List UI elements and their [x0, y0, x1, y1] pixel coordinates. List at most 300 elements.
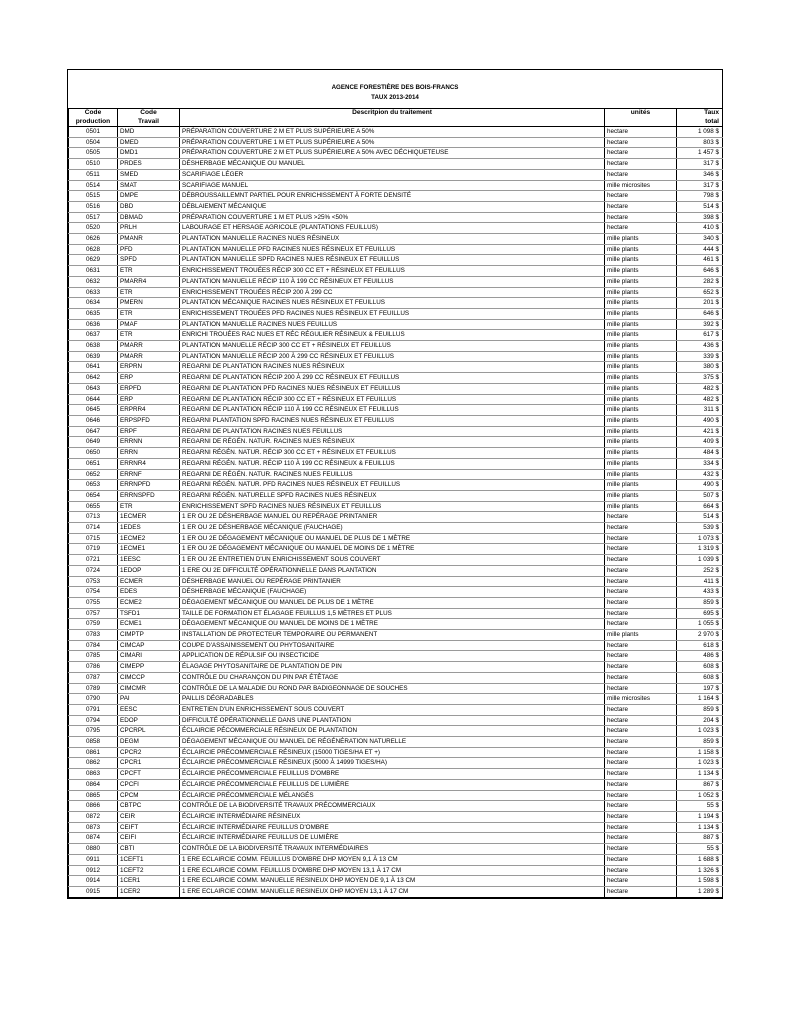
rate-cell: 380 $	[677, 362, 723, 373]
code-production-cell: 0866	[69, 801, 118, 812]
units-cell: mille plants	[605, 480, 677, 491]
units-cell: hectare	[605, 812, 677, 823]
description-cell: REGARNI RÉGÉN. NATUR. RÉCIP 300 CC ET + RÉSINEUX ET FEUILLUS	[180, 448, 605, 459]
header-code-production	[69, 109, 118, 127]
rate-cell: 1 158 $	[677, 747, 723, 758]
rate-cell: 282 $	[677, 276, 723, 287]
table-row	[69, 876, 723, 887]
table-row	[69, 127, 723, 138]
code-travail-cell: ERPRN	[118, 362, 180, 373]
units-cell: mille plants	[605, 341, 677, 352]
rate-cell: 1 039 $	[677, 555, 723, 566]
table-body	[69, 127, 723, 898]
code-production-cell: 0755	[69, 597, 118, 608]
rate-cell: 1 457 $	[677, 148, 723, 159]
code-travail-cell: PMERN	[118, 298, 180, 309]
table-row	[69, 383, 723, 394]
code-travail-cell: CPCR2	[118, 747, 180, 758]
rate-cell: 1 164 $	[677, 694, 723, 705]
rate-cell: 514 $	[677, 512, 723, 523]
code-travail-cell: 1CER1	[118, 876, 180, 887]
rate-cell: 1 023 $	[677, 726, 723, 737]
table-row	[69, 169, 723, 180]
rate-cell: 652 $	[677, 287, 723, 298]
rate-cell: 311 $	[677, 405, 723, 416]
code-production-cell: 0636	[69, 319, 118, 330]
code-production-cell: 0858	[69, 737, 118, 748]
units-cell: hectare	[605, 159, 677, 170]
description-cell: REGARNI DE PLANTATION RACINES NUES RÉSINEUX	[180, 362, 605, 373]
code-travail-cell: DMD1	[118, 148, 180, 159]
code-production-cell: 0914	[69, 876, 118, 887]
description-cell: 1 ERE ECLAIRCIE COMM. MANUELLE RESINEUX DHP MOYEN DE 9,1 À 13 CM	[180, 876, 605, 887]
description-cell: REGARNI DE RÉGÉN. NATUR. RACINES NUES FEUILLUS	[180, 469, 605, 480]
description-cell: INSTALLATION DE PROTECTEUR TEMPORAIRE OU PERMANENT	[180, 630, 605, 641]
code-travail-cell: ETR	[118, 501, 180, 512]
table-row	[69, 159, 723, 170]
units-cell: hectare	[605, 726, 677, 737]
rate-cell: 539 $	[677, 523, 723, 534]
code-production-cell: 0635	[69, 308, 118, 319]
code-travail-cell: DMD	[118, 127, 180, 138]
code-production-cell: 0713	[69, 512, 118, 523]
description-cell: DÉSHERBAGE MÉCANIQUE OU MANUEL	[180, 159, 605, 170]
code-production-cell: 0721	[69, 555, 118, 566]
code-production-cell: 0637	[69, 330, 118, 341]
rate-cell: 346 $	[677, 169, 723, 180]
rate-cell: 859 $	[677, 737, 723, 748]
rate-cell: 867 $	[677, 779, 723, 790]
code-travail-cell: ECMER	[118, 576, 180, 587]
code-production-cell: 0714	[69, 523, 118, 534]
code-travail-cell: PMAF	[118, 319, 180, 330]
code-travail-cell: 1CEFT1	[118, 854, 180, 865]
rate-cell: 197 $	[677, 683, 723, 694]
description-cell: PLANTATION MÉCANIQUE RACINES NUES RÉSINEUX ET FEUILLUS	[180, 298, 605, 309]
description-cell: ENRICHISSEMENT TROUÉES RÉCIP 300 CC ET + RÉSINEUX ET FEUILLUS	[180, 266, 605, 277]
description-cell: SCARIFIAGE MANUEL	[180, 180, 605, 191]
code-travail-cell: CEIFI	[118, 833, 180, 844]
rate-cell: 444 $	[677, 244, 723, 255]
code-production-cell: 0759	[69, 619, 118, 630]
description-cell: REGARNI DE PLANTATION RÉCIP 300 CC ET + RÉSINEUX ET FEUILLUS	[180, 394, 605, 405]
units-cell: mille plants	[605, 287, 677, 298]
rate-cell: 55 $	[677, 801, 723, 812]
rate-cell: 695 $	[677, 608, 723, 619]
code-production-cell: 0652	[69, 469, 118, 480]
code-production-cell: 0516	[69, 201, 118, 212]
table-row	[69, 790, 723, 801]
units-cell: hectare	[605, 865, 677, 876]
table-row	[69, 255, 723, 266]
code-travail-cell: ETR	[118, 266, 180, 277]
description-cell: ENRICHISSEMENT TROUÉES RÉCIP 200 À 299 CC	[180, 287, 605, 298]
rate-cell: 410 $	[677, 223, 723, 234]
code-production-cell: 0715	[69, 533, 118, 544]
description-cell: ÉLAGAGE PHYTOSANITAIRE DE PLANTATION DE PIN	[180, 662, 605, 673]
code-production-cell: 0510	[69, 159, 118, 170]
rate-cell: 1 688 $	[677, 854, 723, 865]
description-cell: APPLICATION DE RÉPULSIF OU INSECTICIDE	[180, 651, 605, 662]
description-cell: PLANTATION MANUELLE RÉCIP 300 CC ET + RÉSINEUX ET FEUILLUS	[180, 341, 605, 352]
description-cell: CONTRÔLE DE LA BIODIVERSITÉ TRAVAUX INTERMÉDIAIRES	[180, 844, 605, 855]
header-description	[180, 109, 605, 127]
units-cell: hectare	[605, 715, 677, 726]
description-cell: ÉCLAIRCIE INTERMÉDIAIRE FEUILLUS DE LUMIÈRE	[180, 833, 605, 844]
code-production-cell: 0626	[69, 234, 118, 245]
table-row	[69, 298, 723, 309]
description-cell: 1 ER OU 2E DÉGAGEMENT MÉCANIQUE OU MANUEL DE PLUS DE 1 MÈTRE	[180, 533, 605, 544]
code-travail-cell: ERRNR4	[118, 458, 180, 469]
description-cell: 1 ER OU 2E ENTRETIEN D'UN ENRICHISSEMENT SOUS COUVERT	[180, 555, 605, 566]
rate-cell: 646 $	[677, 308, 723, 319]
description-cell: REGARNI PLANTATION SPFD RACINES NUES RÉSINEUX ET FEUILLUS	[180, 415, 605, 426]
description-cell: LABOURAGE ET HERSAGE AGRICOLE (PLANTATIONS FEUILLUS)	[180, 223, 605, 234]
table-row	[69, 886, 723, 897]
header-code-travail-line2: Travail	[138, 117, 159, 125]
code-travail-cell: SPFD	[118, 255, 180, 266]
code-travail-cell: EESC	[118, 704, 180, 715]
rate-cell: 432 $	[677, 469, 723, 480]
code-production-cell: 0794	[69, 715, 118, 726]
table-row	[69, 555, 723, 566]
table-row	[69, 844, 723, 855]
units-cell: hectare	[605, 127, 677, 138]
description-cell: PRÉPARATION COUVERTURE 2 M ET PLUS SUPÉRIEURE A 50%	[180, 127, 605, 138]
code-travail-cell: ETR	[118, 330, 180, 341]
table-row	[69, 212, 723, 223]
rate-sheet	[67, 69, 723, 899]
description-cell: REGARNI DE PLANTATION PFD RACINES NUES RÉSINEUX ET FEUILLUS	[180, 383, 605, 394]
description-cell: REGARNI DE PLANTATION RÉCIP 200 À 299 CC RÉSINEUX ET FEUILLUS	[180, 373, 605, 384]
units-cell: hectare	[605, 790, 677, 801]
description-cell: ÉCLAIRCIE PRÉCOMMERCIALE FEUILLUS D'OMBRE	[180, 769, 605, 780]
code-travail-cell: CIMCCP	[118, 672, 180, 683]
rate-cell: 798 $	[677, 191, 723, 202]
rate-cell: 1 098 $	[677, 127, 723, 138]
code-production-cell: 0515	[69, 191, 118, 202]
rate-cell: 482 $	[677, 394, 723, 405]
table-row	[69, 362, 723, 373]
units-cell: hectare	[605, 169, 677, 180]
description-cell: COUPE D'ASSAINISSEMENT OU PHYTOSANITAIRE	[180, 640, 605, 651]
table-row	[69, 437, 723, 448]
rate-cell: 1 073 $	[677, 533, 723, 544]
rate-cell: 55 $	[677, 844, 723, 855]
units-cell: hectare	[605, 223, 677, 234]
code-production-cell: 0638	[69, 341, 118, 352]
code-travail-cell: ERRN	[118, 448, 180, 459]
units-cell: mille plants	[605, 351, 677, 362]
units-cell: hectare	[605, 565, 677, 576]
units-cell: mille plants	[605, 319, 677, 330]
description-cell: DIFFICULTÉ OPÉRATIONNELLE DANS UNE PLANTATION	[180, 715, 605, 726]
table-row	[69, 565, 723, 576]
code-travail-cell: PMARR4	[118, 276, 180, 287]
description-cell: DÉBLAIEMENT MÉCANIQUE	[180, 201, 605, 212]
code-production-cell: 0784	[69, 640, 118, 651]
rate-period: TAUX 2013-2014	[371, 94, 419, 101]
header-rate-line1: Taux	[704, 109, 719, 116]
header-units-label: unités	[630, 109, 651, 116]
code-travail-cell: DMED	[118, 137, 180, 148]
table-row	[69, 801, 723, 812]
code-production-cell: 0791	[69, 704, 118, 715]
description-cell: DÉSHERBAGE MÉCANIQUE (FAUCHAGE)	[180, 587, 605, 598]
rate-cell: 436 $	[677, 341, 723, 352]
rate-cell: 334 $	[677, 458, 723, 469]
units-cell: hectare	[605, 886, 677, 897]
units-cell: mille plants	[605, 234, 677, 245]
table-row	[69, 822, 723, 833]
table-row	[69, 223, 723, 234]
table-row	[69, 672, 723, 683]
code-production-cell: 0634	[69, 298, 118, 309]
rate-cell: 859 $	[677, 704, 723, 715]
units-cell: mille plants	[605, 383, 677, 394]
table-row	[69, 373, 723, 384]
units-cell: mille plants	[605, 266, 677, 277]
units-cell: hectare	[605, 212, 677, 223]
header-rate	[677, 109, 723, 127]
description-cell: CONTRÔLE DU CHARANÇON DU PIN PAR ÉTÊTAGE	[180, 672, 605, 683]
code-travail-cell: CEIR	[118, 812, 180, 823]
code-production-cell: 0872	[69, 812, 118, 823]
code-production-cell: 0915	[69, 886, 118, 897]
table-row	[69, 180, 723, 191]
description-cell: 1 ER OU 2E DÉSHERBAGE MANUEL OU REPÉRAGE PRINTANIER	[180, 512, 605, 523]
table-row	[69, 779, 723, 790]
code-production-cell: 0651	[69, 458, 118, 469]
code-production-cell: 0789	[69, 683, 118, 694]
rate-cell: 514 $	[677, 201, 723, 212]
table-row	[69, 458, 723, 469]
table-row	[69, 137, 723, 148]
table-row	[69, 587, 723, 598]
units-cell: mille plants	[605, 469, 677, 480]
units-cell: mille plants	[605, 362, 677, 373]
code-production-cell: 0520	[69, 223, 118, 234]
description-cell: PAILLIS DÉGRADABLES	[180, 694, 605, 705]
units-cell: mille plants	[605, 630, 677, 641]
table-row	[69, 415, 723, 426]
code-production-cell: 0645	[69, 405, 118, 416]
code-production-cell: 0719	[69, 544, 118, 555]
table-row	[69, 319, 723, 330]
code-production-cell: 0790	[69, 694, 118, 705]
table-row	[69, 426, 723, 437]
code-travail-cell: CIMCAP	[118, 640, 180, 651]
code-production-cell: 0504	[69, 137, 118, 148]
code-production-cell: 0787	[69, 672, 118, 683]
code-travail-cell: ERRNPFD	[118, 480, 180, 491]
units-cell: hectare	[605, 640, 677, 651]
rate-cell: 409 $	[677, 437, 723, 448]
code-travail-cell: CEIFT	[118, 822, 180, 833]
table-row	[69, 630, 723, 641]
code-production-cell: 0863	[69, 769, 118, 780]
description-cell: 1 ER OU 2E DÉSHERBAGE MÉCANIQUE (FAUCHAGE)	[180, 523, 605, 534]
units-cell: hectare	[605, 587, 677, 598]
code-travail-cell: 1CER2	[118, 886, 180, 897]
code-travail-cell: SMED	[118, 169, 180, 180]
code-travail-cell: ERP	[118, 373, 180, 384]
rate-cell: 803 $	[677, 137, 723, 148]
code-production-cell: 0757	[69, 608, 118, 619]
units-cell: hectare	[605, 704, 677, 715]
code-travail-cell: 1ECMER	[118, 512, 180, 523]
units-cell: mille plants	[605, 458, 677, 469]
header-code-production-line1: Code	[84, 109, 102, 116]
description-cell: TAILLE DE FORMATION ET ÉLAGAGE FEUILLUS 1,5 MÈTRES ET PLUS	[180, 608, 605, 619]
rate-cell: 201 $	[677, 298, 723, 309]
table-row	[69, 758, 723, 769]
units-cell: hectare	[605, 747, 677, 758]
rate-cell: 421 $	[677, 426, 723, 437]
code-production-cell: 0639	[69, 351, 118, 362]
description-cell: 1 ERE ECLAIRCIE COMM. FEUILLUS D'OMBRE DHP MOYEN 9,1 À 13 CM	[180, 854, 605, 865]
header-units	[605, 109, 677, 127]
header-code-production-line2: production	[75, 117, 111, 125]
table-row	[69, 812, 723, 823]
units-cell: hectare	[605, 801, 677, 812]
code-production-cell: 0861	[69, 747, 118, 758]
description-cell: REGARNI RÉGÉN. NATURELLE SPFD RACINES NUES RÉSINEUX	[180, 490, 605, 501]
units-cell: hectare	[605, 779, 677, 790]
code-travail-cell: PMARR	[118, 351, 180, 362]
description-cell: PLANTATION MANUELLE PFD RACINES NUES RÉSINEUX ET FEUILLUS	[180, 244, 605, 255]
rate-cell: 1 326 $	[677, 865, 723, 876]
code-travail-cell: PRLH	[118, 223, 180, 234]
description-cell: DÉBROUSSAILLEMNT PARTIEL POUR ENRICHISSEMENT À FORTE DENSITÉ	[180, 191, 605, 202]
units-cell: mille plants	[605, 330, 677, 341]
units-cell: hectare	[605, 201, 677, 212]
code-travail-cell: CPCM	[118, 790, 180, 801]
description-cell: ÉCLAIRCIE INTERMÉDIAIRE FEUILLUS D'OMBRE	[180, 822, 605, 833]
code-production-cell: 0501	[69, 127, 118, 138]
units-cell: hectare	[605, 608, 677, 619]
code-travail-cell: DBD	[118, 201, 180, 212]
description-cell: DÉSHERBAGE MANUEL OU REPÉRAGE PRINTANIER	[180, 576, 605, 587]
table-row	[69, 576, 723, 587]
table-row	[69, 769, 723, 780]
rate-cell: 392 $	[677, 319, 723, 330]
units-cell: mille plants	[605, 415, 677, 426]
units-cell: mille plants	[605, 276, 677, 287]
table-row	[69, 704, 723, 715]
table-row	[69, 651, 723, 662]
agency-title: AGENCE FORESTIÈRE DES BOIS-FRANCS	[331, 84, 459, 91]
units-cell: mille plants	[605, 244, 677, 255]
code-production-cell: 0511	[69, 169, 118, 180]
rate-cell: 608 $	[677, 672, 723, 683]
code-travail-cell: TSFD1	[118, 608, 180, 619]
code-travail-cell: PMANR	[118, 234, 180, 245]
code-production-cell: 0643	[69, 383, 118, 394]
rate-cell: 317 $	[677, 180, 723, 191]
header-code-travail	[118, 109, 180, 127]
table-row	[69, 234, 723, 245]
code-production-cell: 0629	[69, 255, 118, 266]
table-row	[69, 287, 723, 298]
description-cell: REGARNI RÉGÉN. NATUR. RÉCIP 110 À 199 CC RÉSINEUX & FEUILLUS	[180, 458, 605, 469]
units-cell: mille microsites	[605, 180, 677, 191]
code-production-cell: 0754	[69, 587, 118, 598]
table-row	[69, 276, 723, 287]
code-travail-cell: PRDES	[118, 159, 180, 170]
rate-cell: 484 $	[677, 448, 723, 459]
units-cell: hectare	[605, 662, 677, 673]
code-travail-cell: CPCFT	[118, 769, 180, 780]
code-travail-cell: CPCRPL	[118, 726, 180, 737]
rate-cell: 252 $	[677, 565, 723, 576]
code-production-cell: 0628	[69, 244, 118, 255]
units-cell: mille plants	[605, 448, 677, 459]
rate-cell: 1 023 $	[677, 758, 723, 769]
rate-cell: 646 $	[677, 266, 723, 277]
header-description-label: Descritpion du traitement	[352, 109, 432, 116]
description-cell: ENRICHI TROUÉES RAC NUES ET RÉC RÉGULIER RÉSINEUX & FEUILLUS	[180, 330, 605, 341]
rate-cell: 1 598 $	[677, 876, 723, 887]
description-cell: PRÉPARATION COUVERTURE 1 M ET PLUS SUPÉRIEURE A 50%	[180, 137, 605, 148]
table-row	[69, 833, 723, 844]
code-travail-cell: CIMPTP	[118, 630, 180, 641]
table-row	[69, 480, 723, 491]
description-cell: PLANTATION MANUELLE RACINES NUES FEUILLUS	[180, 319, 605, 330]
code-production-cell: 0641	[69, 362, 118, 373]
units-cell: mille plants	[605, 490, 677, 501]
table-row	[69, 405, 723, 416]
code-travail-cell: CPCFI	[118, 779, 180, 790]
code-travail-cell: 1EDES	[118, 523, 180, 534]
table-row	[69, 523, 723, 534]
code-production-cell: 0862	[69, 758, 118, 769]
table-row	[69, 490, 723, 501]
description-cell: ENRICHISSEMENT SPFD RACINES NUES RÉSINEUX ET FEUILLUS	[180, 501, 605, 512]
rate-cell: 1 052 $	[677, 790, 723, 801]
header-rate-line2: total	[705, 117, 719, 125]
table-row	[69, 394, 723, 405]
code-production-cell: 0649	[69, 437, 118, 448]
units-cell: hectare	[605, 758, 677, 769]
code-travail-cell: CBTPC	[118, 801, 180, 812]
description-cell: REGARNI DE RÉGÉN. NATUR. RACINES NUES RÉSINEUX	[180, 437, 605, 448]
rate-cell: 482 $	[677, 383, 723, 394]
table-row	[69, 726, 723, 737]
code-production-cell: 0873	[69, 822, 118, 833]
table-row	[69, 201, 723, 212]
title-block	[68, 70, 722, 108]
table-row	[69, 683, 723, 694]
rate-cell: 339 $	[677, 351, 723, 362]
description-cell: DÉGAGEMENT MÉCANIQUE OU MANUEL DE RÉGÉNÉRATION NATURELLE	[180, 737, 605, 748]
table-row	[69, 469, 723, 480]
units-cell: hectare	[605, 737, 677, 748]
table-row	[69, 341, 723, 352]
description-cell: REGARNI DE PLANTATION RÉCIP 110 À 199 CC RÉSINEUX ET FEUILLUS	[180, 405, 605, 416]
units-cell: hectare	[605, 844, 677, 855]
code-production-cell: 0753	[69, 576, 118, 587]
code-production-cell: 0785	[69, 651, 118, 662]
code-travail-cell: PAI	[118, 694, 180, 705]
units-cell: hectare	[605, 137, 677, 148]
units-cell: hectare	[605, 597, 677, 608]
rate-cell: 1 319 $	[677, 544, 723, 555]
code-travail-cell: 1ECME2	[118, 533, 180, 544]
description-cell: ÉCLAIRCIE PRÉCOMMERCIALE RÉSINEUX (5000 À 14999 TIGES/HA)	[180, 758, 605, 769]
code-production-cell: 0632	[69, 276, 118, 287]
units-cell: hectare	[605, 191, 677, 202]
